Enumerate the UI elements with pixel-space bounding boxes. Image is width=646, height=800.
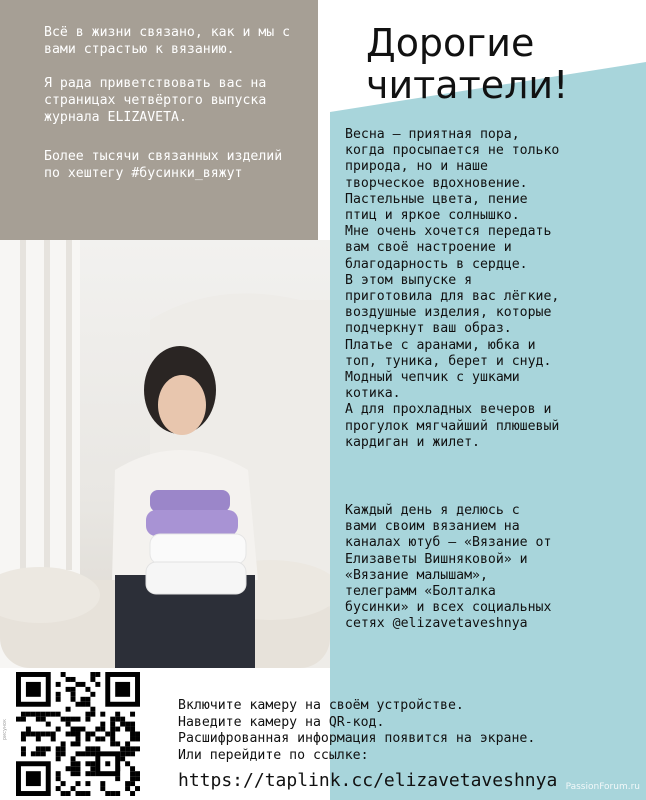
author-photo-illustration [0,240,330,668]
intro-paragraph-2: Я рада приветствовать вас на страницах четвёртого выпуска журнала ELIZAVETA. [44,76,267,125]
title-line-2: читатели! [366,63,569,107]
qr-code-icon [16,672,140,796]
intro-paragraph-1: Всё в жизни связано, как и мы с вами страстью к вязанию. [44,25,291,57]
intro-box [0,0,318,240]
taplink-link[interactable]: https://taplink.cc/elizavetaveshnya [178,770,558,791]
intro-paragraph-3: Более тысячи связанных изделий по хештегу #бусинки_вяжут [44,149,283,181]
author-photo [0,240,330,668]
title-line-1: Дорогие [366,21,535,65]
page-title [366,22,636,106]
watermark: PassionForum.ru [565,782,640,792]
qr-instructions: Включите камеру на своём устройстве. Наведите камеру на QR-код. Расшифрованная информация появится на экране. Или перейдите по ссылке: [178,698,536,763]
channels-text: Каждый день я делюсь с вами своим вязанием на каналах ютуб – «Вязание от Елизаветы Вишняковой» и «Вязание малышам», телеграмм «Болталка бусинки» и всех социальных сетях @elizavetaveshnya [345,503,552,632]
side-credit: рисунок [2,718,8,740]
qr-code[interactable] [8,668,148,800]
main-text: Весна – приятная пора, когда просыпается не только природа, но и наше творческое вдохновение. Пастельные цвета, пение птиц и яркое солнышко. Мне очень хочется передать вам своё настроение и благодарность в сердце. В этом выпуске я приготовила для вас лёгкие, воздушные изделия, которые подчеркнут ваш образ. Платье с аранами, юбка и топ, туника, берет и снуд. Модный чепчик с ушками котика. А для прохладных вечеров и прогулок мягчайший плюшевый кардиган и жилет. [345,127,560,450]
